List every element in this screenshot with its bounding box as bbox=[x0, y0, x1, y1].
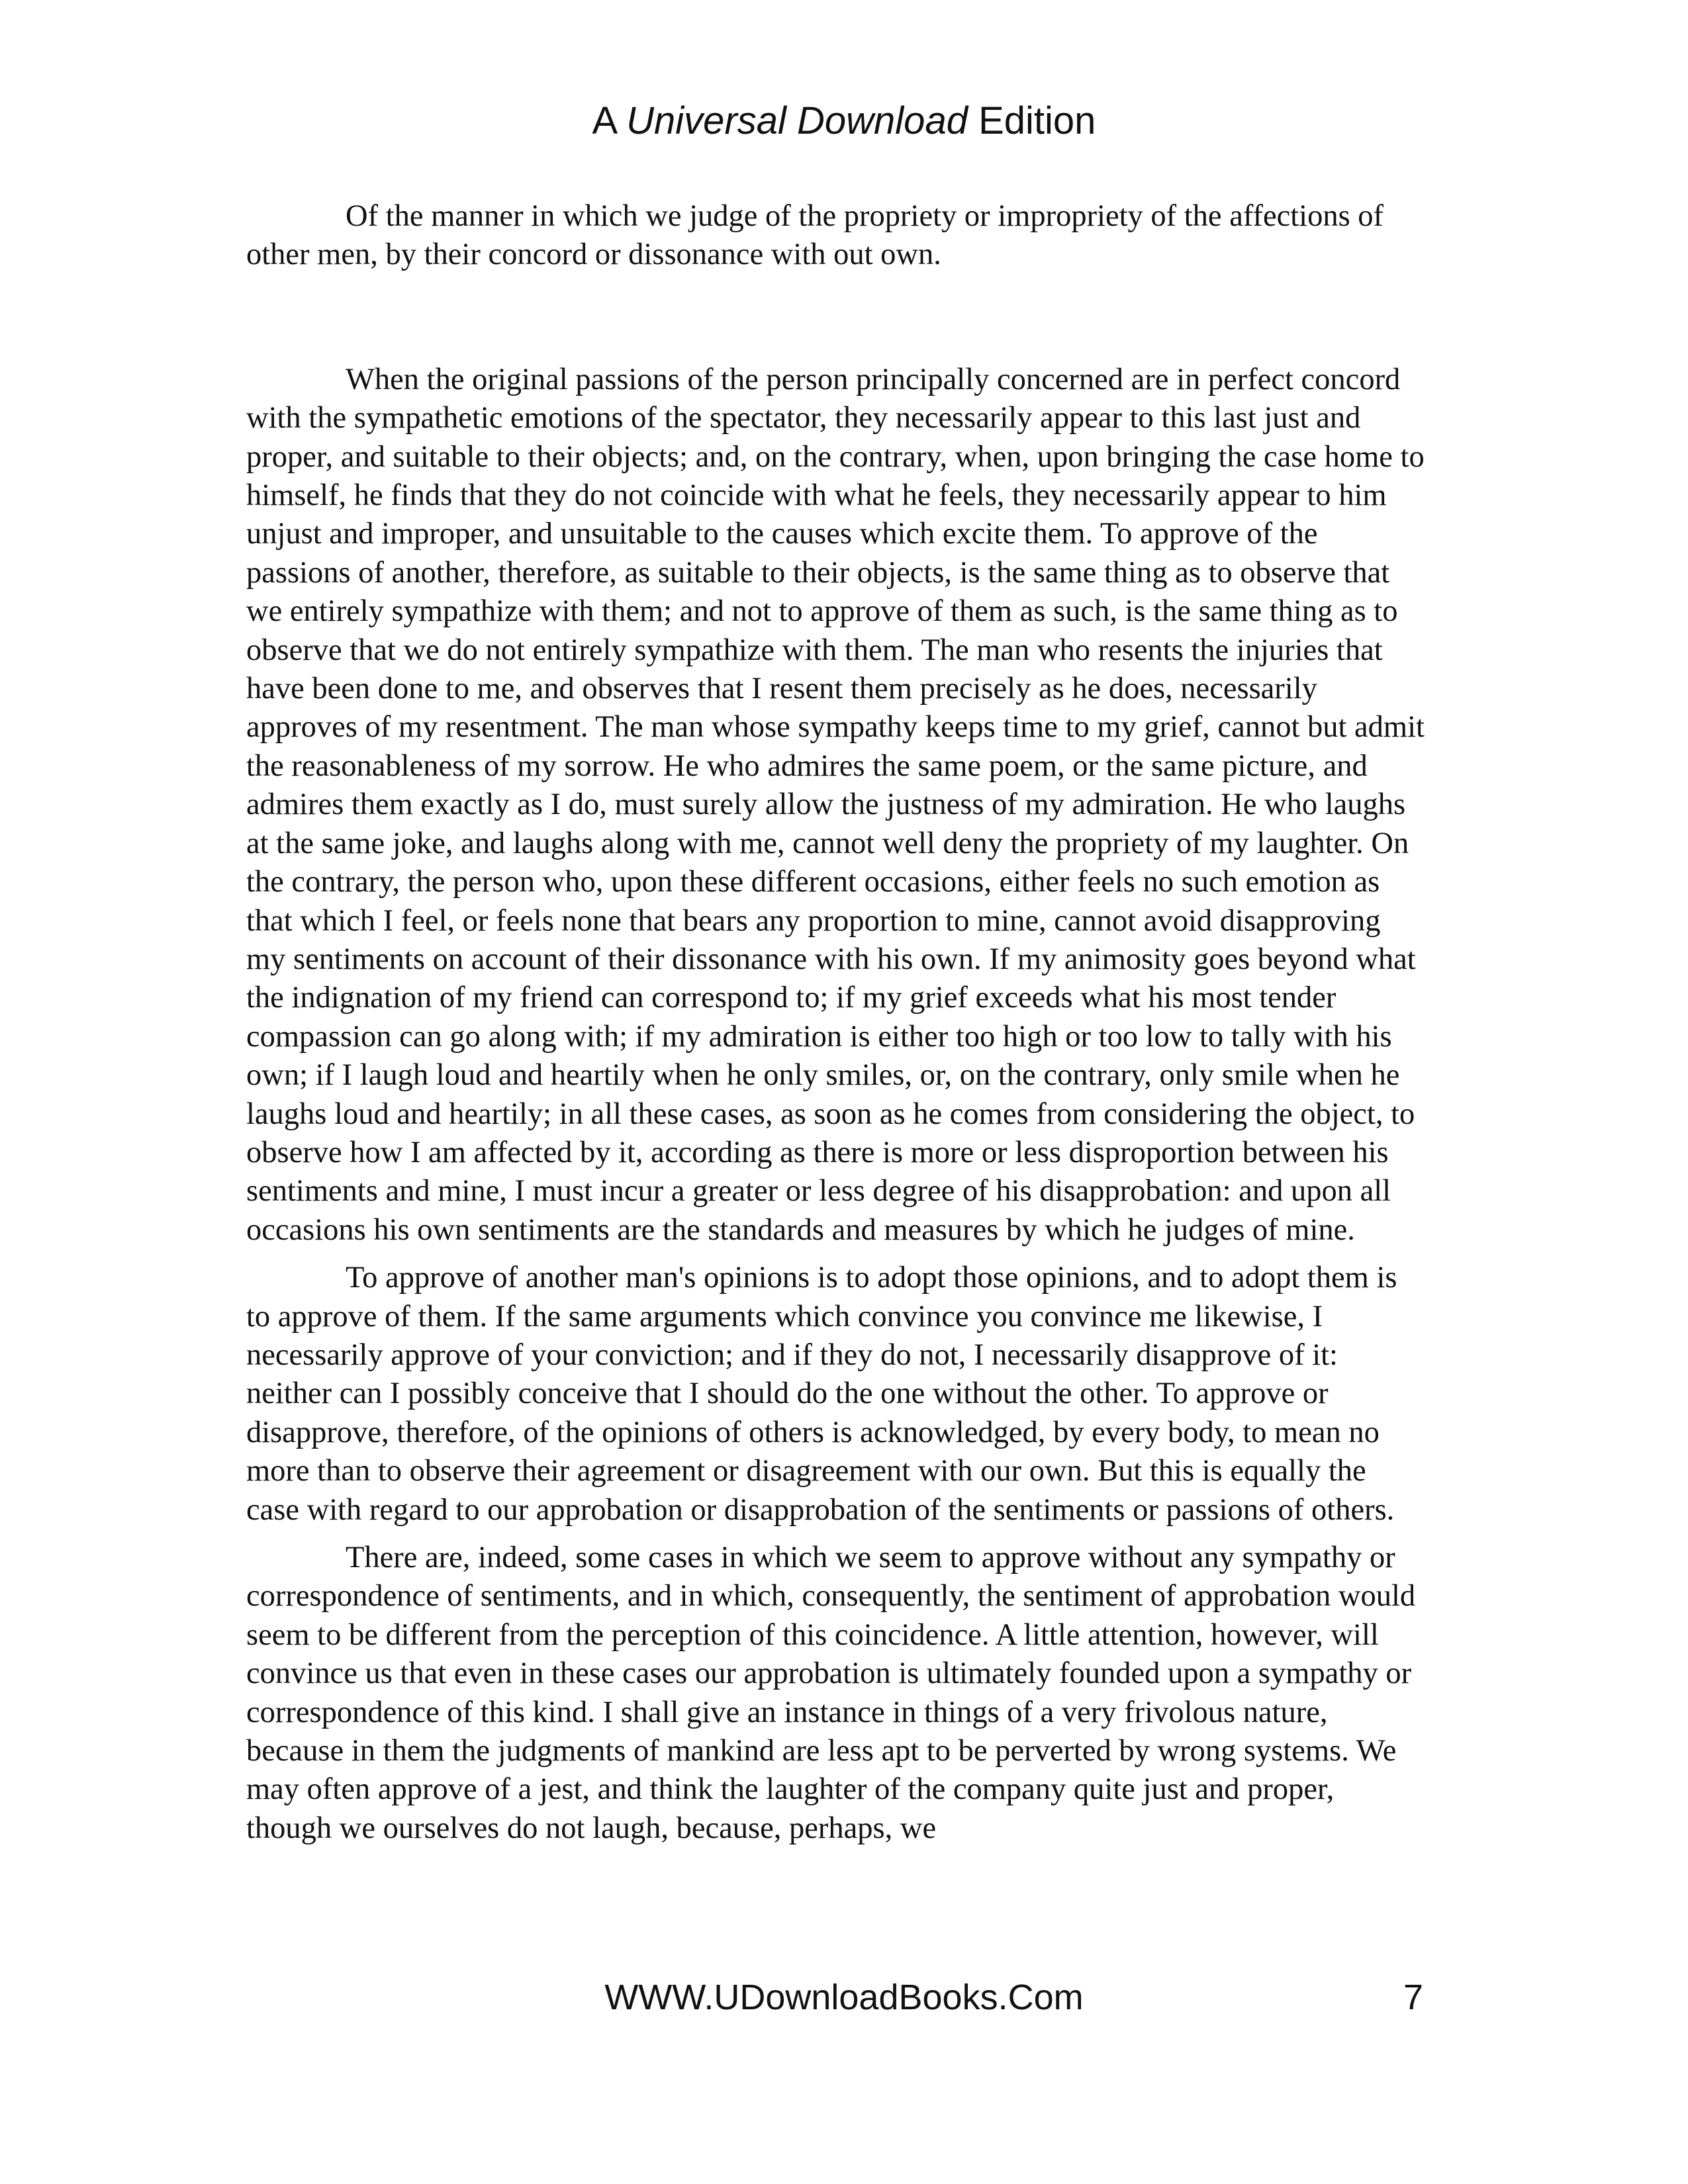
header-suffix: Edition bbox=[967, 99, 1096, 142]
paragraph-1: When the original passions of the person principally concerned are in perfect concord with the sympathetic emotions of the spectator, they necessarily appear to this last just and proper, and suitable to their objects; and, on the contrary, when, upon bringing the case home to himself, he finds that they do not coincide with what he feels, they necessarily appear to him unjust and improper, and unsuitable to the causes which excite them. To approve of the passions of another, therefore, as suitable to their objects, is the same thing as to observe that we entirely sympathize with them; and not to approve of them as such, is the same thing as to observe that we do not entirely sympathize with them. The man who resents the injuries that have been done to me, and observes that I resent them precisely as he does, necessarily approves of my resentment. The man whose sympathy keeps time to my grief, cannot but admit the reasonableness of my sorrow. He who admires the same poem, or the same picture, and admires them exactly as I do, must surely allow the justness of my admiration. He who laughs at the same joke, and laughs along with me, cannot well deny the propriety of my laughter. On the contrary, the person who, upon these different occasions, either feels no such emotion as that which I feel, or feels none that bears any proportion to mine, cannot avoid disapproving my sentiments on account of their dissonance with his own. If my animosity goes beyond what the indignation of my friend can correspond to; if my grief exceeds what his most tender compassion can go along with; if my admiration is either too high or too low to tally with his own; if I laugh loud and heartily when he only smiles, or, on the contrary, only smile when he laughs loud and heartily; in all these cases, as soon as he comes from considering the object, to observe how I am affected by it, according as there is more or less disproportion between his sentiments and mine, I must incur a greater or less degree of his disapprobation: and upon all occasions his own sentiments are the standards and measures by which he judges of mine. bbox=[246, 362, 1425, 1247]
page-number: 7 bbox=[1403, 1978, 1423, 2017]
header-italic-title: Universal Download bbox=[626, 99, 968, 142]
header-prefix: A bbox=[592, 99, 627, 142]
section-caption: Of the manner in which we judge of the propriety or impropriety of the affections of other men, by their concord or dissonance with out own. bbox=[246, 199, 1384, 272]
paragraph-2: To approve of another man's opinions is to adopt those opinions, and to adopt them is to approve of them. If the same arguments which convince you convince me likewise, I necessarily approve of your conviction; and if they do not, I necessarily disapprove of it: neither can I possibly conceive that I should do the one without the other. To approve or disapprove, therefore, of the opinions of others is acknowledged, by every body, to mean no more than to observe their agreement or disagreement with our own. But this is equally the case with regard to our approbation or disapprobation of the sentiments or passions of others. bbox=[246, 1261, 1397, 1527]
footer-website: WWW.UDownloadBooks.Com bbox=[604, 1978, 1084, 2017]
body-text bbox=[246, 197, 1425, 1848]
running-header bbox=[0, 98, 1688, 144]
paragraph-3: There are, indeed, some cases in which we seem to approve without any sympathy or correspondence of sentiments, and in which, consequently, the sentiment of approbation would seem to be different from the perception of this coincidence. A little attention, however, will convince us that even in these cases our approbation is ultimately founded upon a sympathy or correspondence of this kind. I shall give an instance in things of a very frivolous nature, because in them the judgments of mankind are less apt to be perverted by wrong systems. We may often approve of a jest, and think the laughter of the company quite just and proper, though we ourselves do not laugh, because, perhaps, we bbox=[246, 1541, 1416, 1845]
